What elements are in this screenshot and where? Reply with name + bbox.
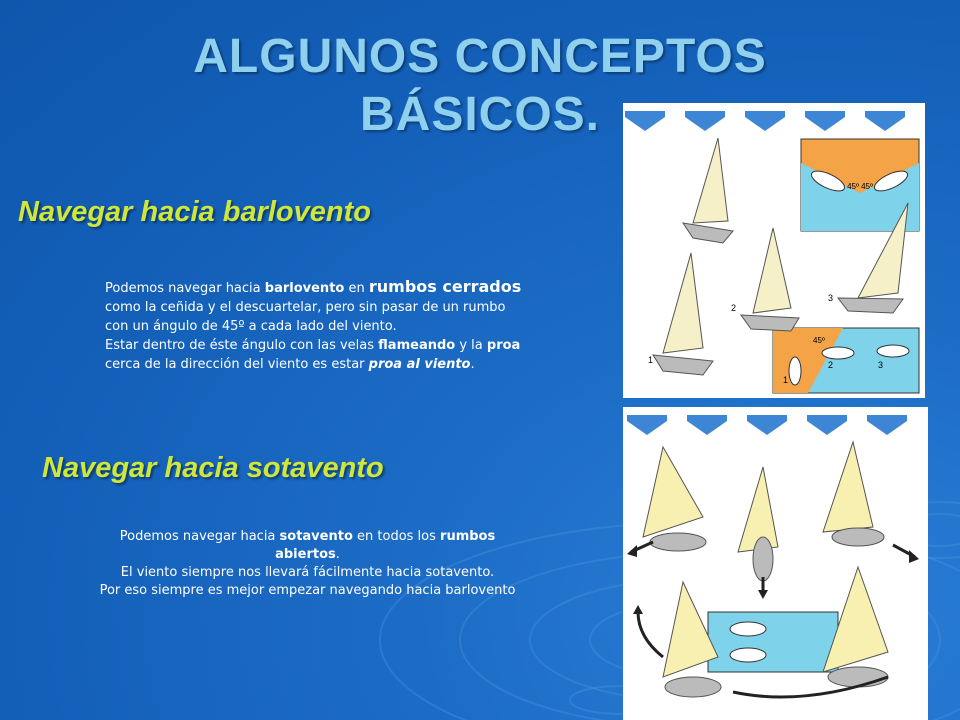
- wind-arrows: [627, 415, 907, 435]
- figure-barlovento: [623, 103, 925, 398]
- inset-angle-label: 45º: [813, 336, 825, 345]
- term-rumbos-cerrados: rumbos cerrados: [368, 277, 522, 296]
- inset-step-label: 3: [878, 360, 884, 370]
- text-fragment: Podemos navegar hacia: [105, 281, 265, 296]
- inset-step-label: 2: [828, 360, 834, 370]
- angle-label: 45º 45º: [847, 182, 873, 191]
- title-line-2: BÁSICOS.: [359, 88, 601, 141]
- term-barlovento: barlovento: [264, 281, 345, 296]
- figure-barlovento-illustration: [623, 103, 925, 398]
- sotavento-text: [90, 528, 525, 600]
- sotavento-paragraph-3: Por eso siempre es mejor empezar navegando hacia barlovento: [99, 583, 516, 598]
- title-line-1: ALGUNOS CONCEPTOS: [193, 30, 767, 83]
- term-flameando: flameando: [378, 338, 456, 353]
- text-fragment: Podemos navegar hacia: [119, 529, 280, 544]
- text-fragment: como la ceñida y el descuartelar, pero sin pasar de un rumbo con un ángulo de 45º a cada lado del viento.: [105, 300, 506, 334]
- term-proa: proa: [486, 338, 521, 353]
- text-fragment: en todos los: [352, 529, 441, 544]
- barlovento-text: [105, 277, 530, 374]
- text-fragment: Estar dentro de éste ángulo con las velas: [105, 338, 379, 353]
- term-rumbos-abiertos: rumbos abiertos: [275, 529, 496, 562]
- barlovento-paragraph-2: [105, 336, 530, 374]
- step-label: 1: [648, 355, 654, 365]
- text-fragment: .: [335, 547, 340, 562]
- sotavento-paragraph-1: [90, 528, 525, 564]
- heading-barlovento: Navegar hacia barlovento: [18, 196, 371, 228]
- term-sotavento: sotavento: [279, 529, 353, 544]
- text-fragment: cerca de la dirección del viento es estar: [105, 357, 369, 372]
- text-fragment: en: [344, 281, 369, 296]
- wind-arrows: [625, 111, 905, 131]
- figure-sotavento: [623, 407, 928, 720]
- heading-sotavento: Navegar hacia sotavento: [42, 452, 384, 484]
- sotavento-paragraph-2: El viento siempre nos llevará fácilmente hacia sotavento.: [120, 565, 495, 580]
- barlovento-paragraph-1: [105, 277, 530, 336]
- text-fragment: .: [470, 357, 475, 372]
- term-proa-al-viento: proa al viento: [368, 357, 471, 372]
- figure-sotavento-illustration: [623, 407, 928, 720]
- inset-step-label: 1: [783, 375, 789, 385]
- step-label: 2: [731, 303, 737, 313]
- step-label: 3: [828, 293, 834, 303]
- text-fragment: y la: [455, 338, 487, 353]
